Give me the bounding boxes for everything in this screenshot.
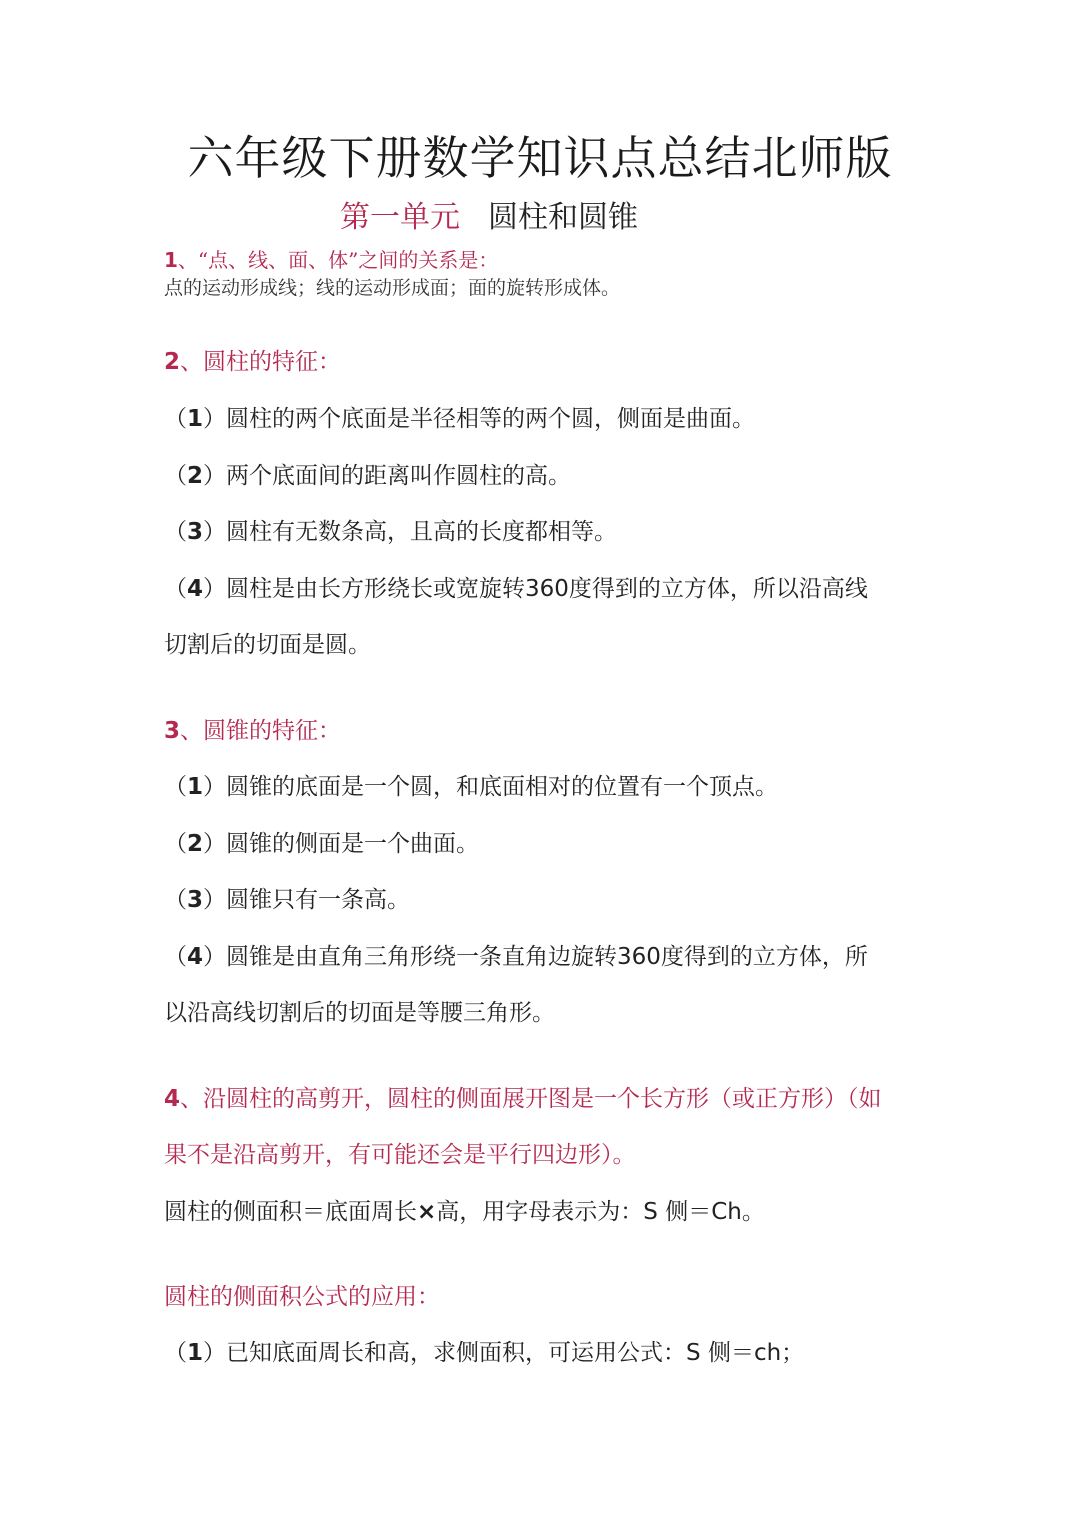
section-number: 3 <box>164 718 181 744</box>
times-symbol: × <box>417 1199 437 1225</box>
item-text: 圆锥的底面是一个圆，和底面相对的位置有一个顶点。 <box>226 774 779 800</box>
item-text: 圆锥只有一条高。 <box>226 887 411 913</box>
item-number: 4 <box>187 576 204 602</box>
list-item: （3）圆锥只有一条高。 <box>164 887 411 913</box>
formula-text: 侧＝ <box>707 1340 754 1366</box>
item-number: 4 <box>187 944 204 970</box>
application-heading: 圆柱的侧面积公式的应用： <box>164 1284 440 1310</box>
section-number: 1 <box>164 248 178 272</box>
list-item-continuation: 以沿高线切割后的切面是等腰三角形。 <box>164 1000 555 1026</box>
section-number: 2 <box>164 349 181 375</box>
section-1-text: 点的运动形成线；线的运动形成面；面的旋转形成体。 <box>164 277 621 299</box>
section-3-heading <box>164 712 341 745</box>
unit-title <box>340 192 638 236</box>
list-item-continuation: 切割后的切面是圆。 <box>164 632 371 658</box>
item-text: 圆锥的侧面是一个曲面。 <box>226 831 480 857</box>
formula-symbol: ch <box>753 1340 782 1366</box>
list-item: （1）圆锥的底面是一个圆，和底面相对的位置有一个顶点。 <box>164 774 779 800</box>
item-text: 已知底面周长和高，求侧面积，可运用公式： <box>226 1340 687 1366</box>
item-text: 度得到的立方体，所 <box>660 944 868 970</box>
formula-text: 侧＝ <box>665 1199 712 1225</box>
page-title: 六年级下册数学知识点总结北师版 <box>187 131 893 185</box>
list-item: （1）圆柱的两个底面是半径相等的两个圆，侧面是曲面。 <box>164 406 756 432</box>
section-number: 4 <box>164 1086 181 1112</box>
section-heading-text: 、圆柱的特征： <box>180 349 342 375</box>
section-4-heading <box>164 1080 882 1113</box>
list-item: （3）圆柱有无数条高，且高的长度都相等。 <box>164 519 618 545</box>
section-heading-text: 、沿圆柱的高剪开，圆柱的侧面展开图是一个长方形（或正方形）（如 <box>180 1086 882 1112</box>
section-1-heading <box>164 244 498 273</box>
section-4-heading-continuation: 果不是沿高剪开，有可能还会是平行四边形）。 <box>164 1142 636 1168</box>
list-item: （2）圆锥的侧面是一个曲面。 <box>164 831 480 857</box>
item-number: 2 <box>187 463 204 489</box>
item-number: 1 <box>187 406 204 432</box>
list-item: （1）已知底面周长和高，求侧面积，可运用公式：S 侧＝ch； <box>164 1340 805 1366</box>
item-number: 2 <box>187 831 204 857</box>
item-number: 3 <box>187 519 204 545</box>
formula-text: 高，用字母表示为： <box>436 1199 644 1225</box>
lateral-area-formula <box>164 1193 765 1226</box>
formula-text: ； <box>781 1340 805 1366</box>
item-text: 圆柱有无数条高，且高的长度都相等。 <box>226 519 618 545</box>
formula-text: 圆柱的侧面积＝底面周长 <box>164 1199 417 1225</box>
section-heading-text: 、圆锥的特征： <box>180 718 342 744</box>
unit-label: 第一单元 <box>340 200 460 235</box>
list-item: （4）圆柱是由长方形绕长或宽旋转360度得到的立方体，所以沿高线 <box>164 576 868 602</box>
list-item: （4）圆锥是由直角三角形绕一条直角边旋转360度得到的立方体，所 <box>164 944 868 970</box>
item-text: 两个底面间的距离叫作圆柱的高。 <box>226 463 572 489</box>
section-heading-text: 、“点、线、面、体”之间的关系是： <box>177 248 499 272</box>
item-number: 1 <box>187 774 204 800</box>
section-2-heading <box>164 343 341 376</box>
item-text: 圆锥是由直角三角形绕一条直角边旋转 <box>226 944 618 970</box>
item-number: 1 <box>187 1340 204 1366</box>
item-number: 3 <box>187 887 204 913</box>
formula-symbol: Ch <box>711 1199 742 1225</box>
formula-symbol: S <box>686 1340 701 1366</box>
formula-symbol: S <box>643 1199 658 1225</box>
degree-value: 360 <box>525 576 569 602</box>
list-item: （2）两个底面间的距离叫作圆柱的高。 <box>164 463 572 489</box>
item-text: 圆柱的两个底面是半径相等的两个圆，侧面是曲面。 <box>226 406 756 432</box>
formula-text: 。 <box>741 1199 765 1225</box>
item-text: 圆柱是由长方形绕长或宽旋转 <box>226 576 526 602</box>
unit-name: 圆柱和圆锥 <box>488 200 638 235</box>
item-text: 度得到的立方体，所以沿高线 <box>568 576 868 602</box>
degree-value: 360 <box>617 944 661 970</box>
